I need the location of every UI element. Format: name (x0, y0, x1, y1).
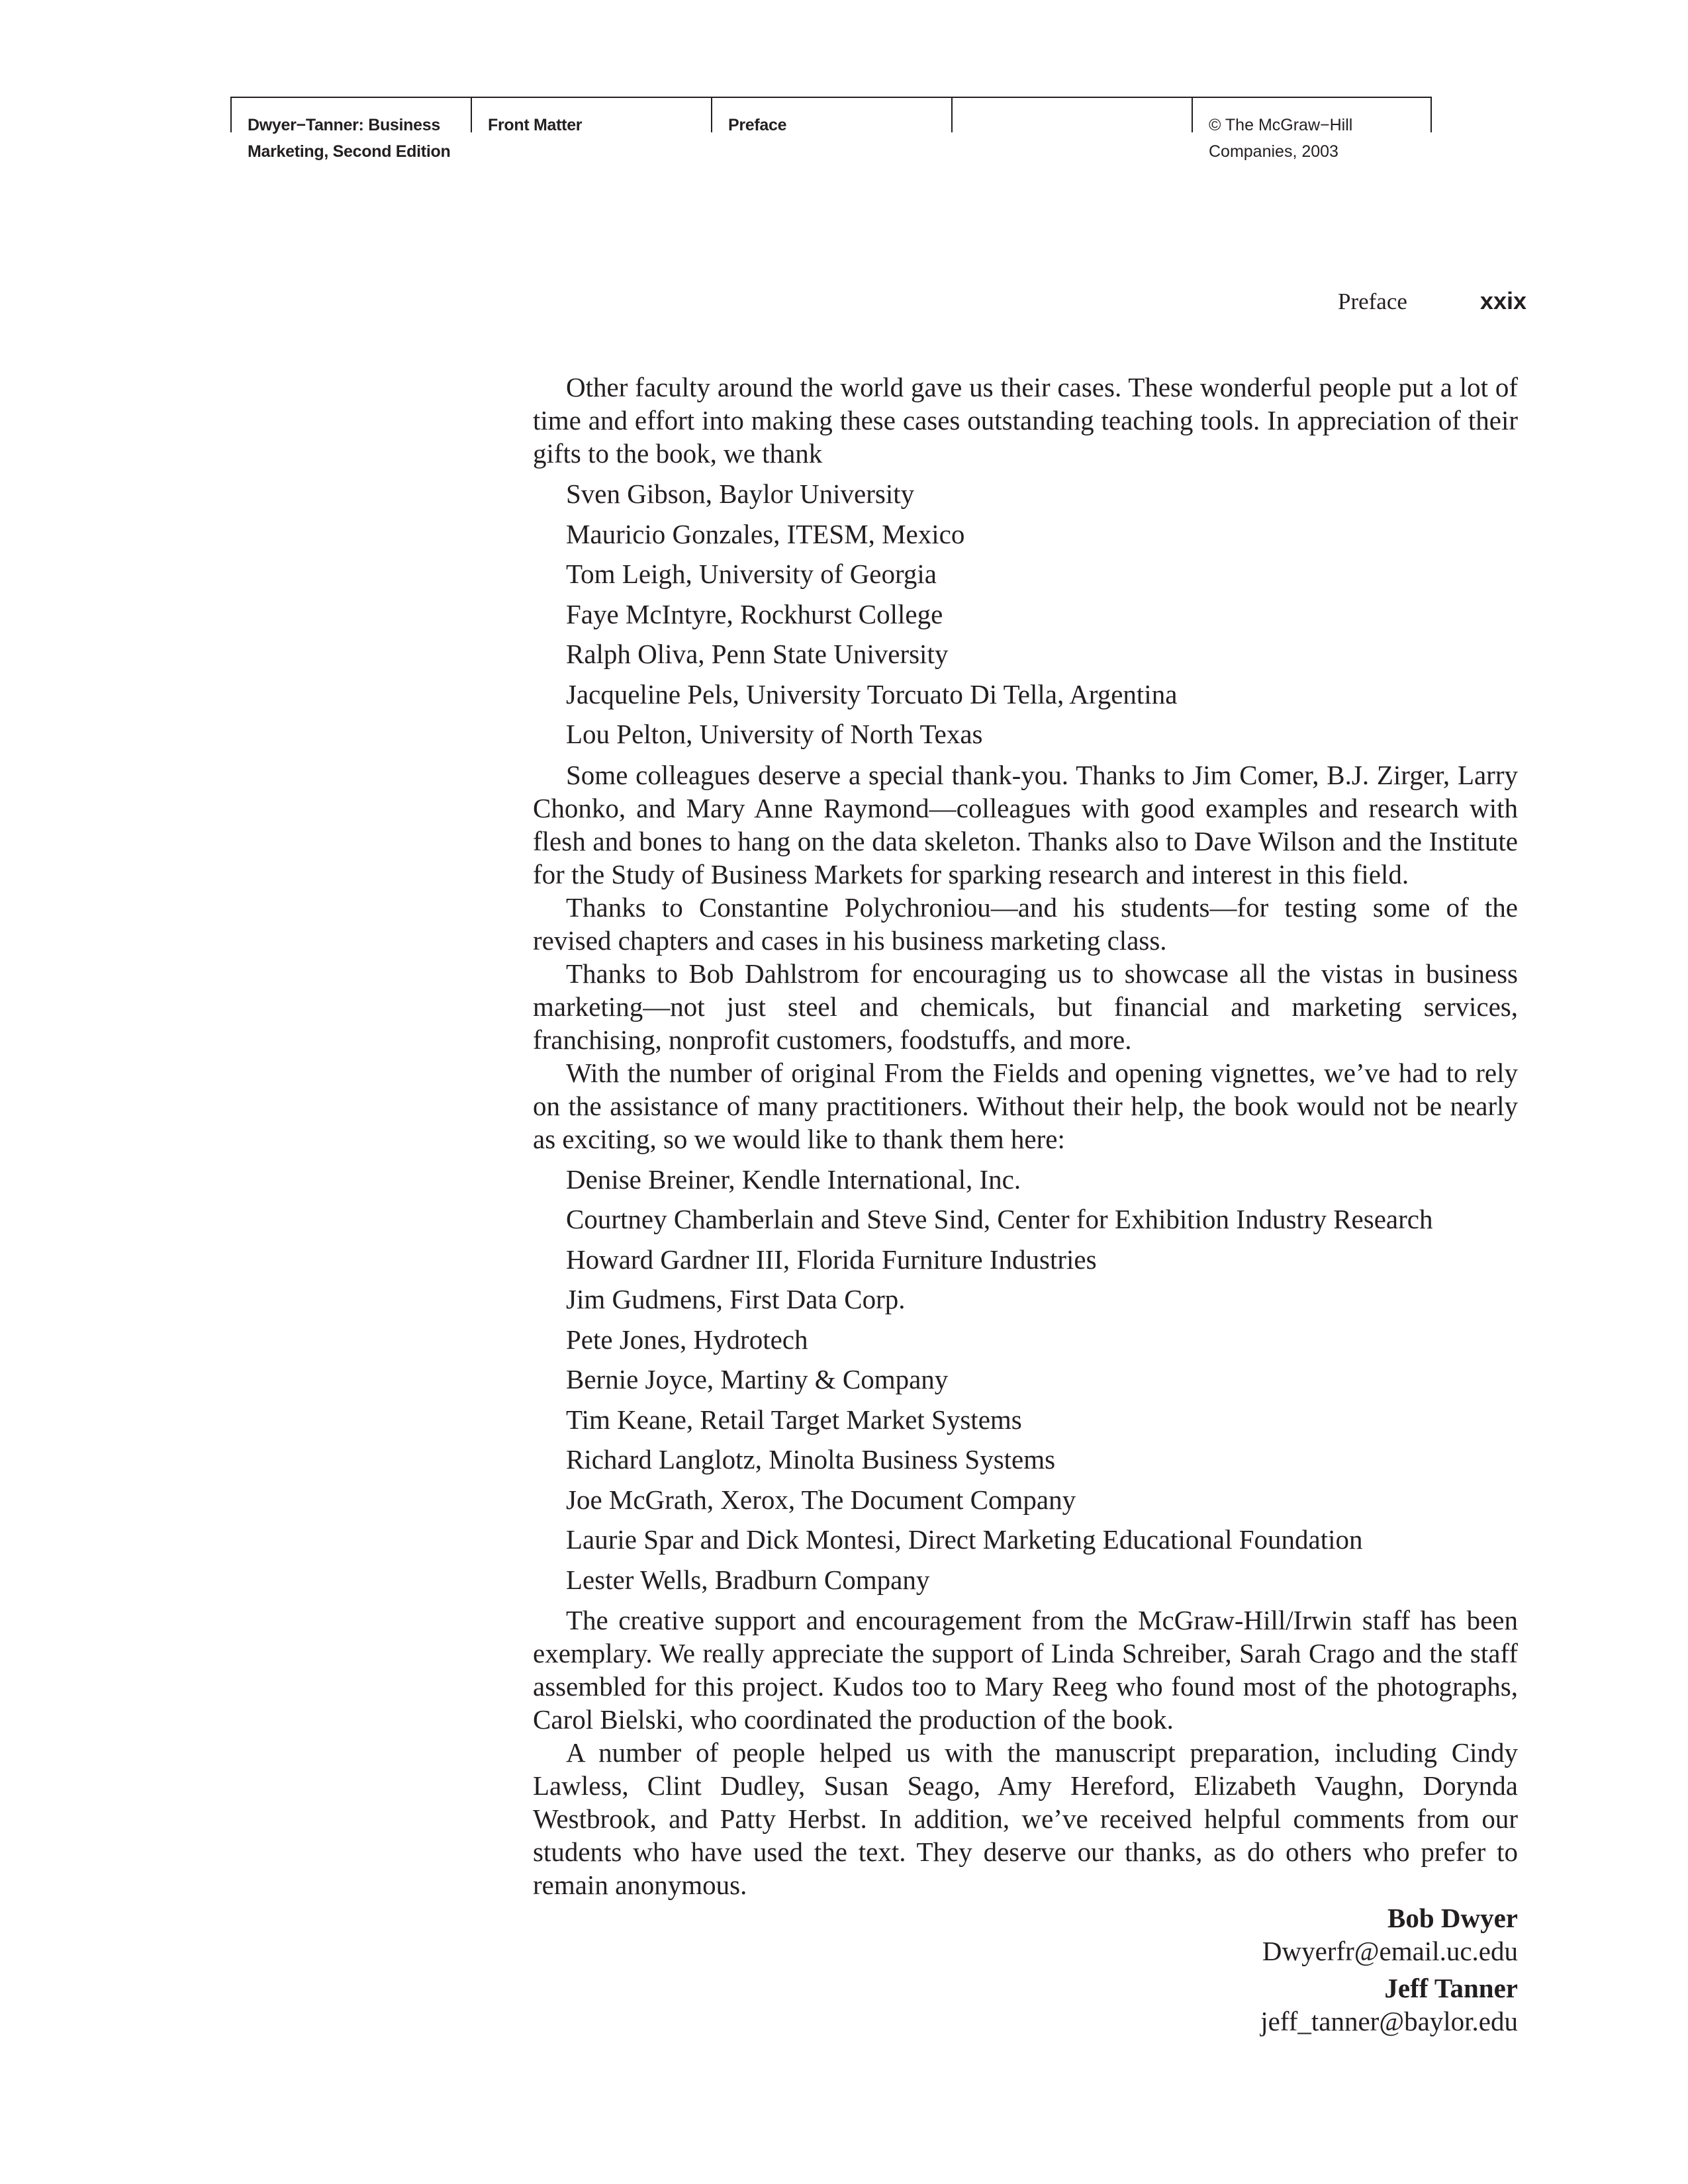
list-item: Tim Keane, Retail Target Market Systems (566, 1404, 1022, 1435)
header-cell-copyright (1192, 98, 1432, 161)
running-head-section: Preface (1338, 289, 1407, 314)
list-item: Jacqueline Pels, University Torcuato Di Tella, Argentina (566, 678, 1178, 709)
list-item: Ralph Oliva, Penn State University (566, 639, 949, 669)
list-item: Pete Jones, Hydrotech (566, 1324, 808, 1355)
list-item: Joe McGrath, Xerox, The Document Company (566, 1484, 1076, 1515)
header-book-line-2: Marketing, Second Edition (248, 142, 451, 161)
paragraph: With the number of original From the Fields and opening vignettes, we’ve had to rely on the assistance of many practitioners. Without their help, the book would not be nearly as exciting, so we would like to thank them here: (533, 1057, 1518, 1154)
list-item: Laurie Spar and Dick Montesi, Direct Marketing Educational Foundation (566, 1524, 1363, 1555)
preface-body (533, 371, 1518, 2038)
header-cell-book (230, 98, 471, 161)
list-item: Sven Gibson, Baylor University (566, 478, 915, 509)
author-email: jeff_tanner@baylor.edu (1260, 2006, 1518, 2036)
paragraph: The creative support and encouragement from the McGraw-Hill/Irwin staff has been exemplary. We really appreciate the support of Linda Schreiber, Sarah Crago and the staff assembled for this project. Kudos too to Mary Reeg who found most of the photographs, Carol Bielski, who coordinated the production of the book. (533, 1605, 1518, 1735)
header-cell-empty (951, 98, 1192, 132)
list-item: Jim Gudmens, First Data Corp. (566, 1284, 906, 1314)
signature-author-1 (533, 1901, 1518, 1968)
author-email: Dwyerfr@email.uc.edu (1262, 1936, 1518, 1966)
page-number: xxix (1479, 287, 1526, 314)
header-cell-part (471, 98, 711, 132)
page-header (230, 97, 1432, 161)
paragraph: Thanks to Constantine Polychroniou—and his students—for testing some of the revised chapters and cases in his business marketing class. (533, 891, 1518, 956)
paragraph: Other faculty around the world gave us their cases. These wonderful people put a lot of time and effort into making these cases outstanding teaching tools. In appreciation of their gifts to the book, we thank (533, 372, 1518, 469)
list-item: Mauricio Gonzales, ITESM, Mexico (566, 518, 965, 549)
list-item: Lester Wells, Bradburn Company (566, 1564, 930, 1595)
author-name: Bob Dwyer (1387, 1903, 1518, 1933)
header-copyright-line-2: Companies, 2003 (1209, 142, 1338, 161)
list-item: Howard Gardner III, Florida Furniture Industries (566, 1244, 1097, 1275)
header-copyright-line-1: © The McGraw−Hill (1209, 116, 1353, 134)
list-item: Denise Breiner, Kendle International, Inc. (566, 1163, 1021, 1195)
paragraph: Some colleagues deserve a special thank-you. Thanks to Jim Comer, B.J. Zirger, Larry Chonko, and Mary Anne Raymond—colleagues with good examples and research with flesh and bones to hang on the data skeleton. Thanks also to Dave Wilson and the Institute for the Study of Business Markets for sparking research and interest in this field. (533, 759, 1518, 889)
header-cell-chapter (711, 98, 951, 132)
list-item: Richard Langlotz, Minolta Business Systems (566, 1444, 1056, 1475)
header-part-label: Front Matter (488, 116, 583, 134)
author-name: Jeff Tanner (1384, 1973, 1518, 2003)
case-contributors-list (533, 474, 1518, 754)
list-item: Faye McIntyre, Rockhurst College (566, 598, 943, 629)
list-item: Tom Leigh, University of Georgia (566, 559, 937, 589)
header-book-line-1: Dwyer−Tanner: Business (248, 116, 440, 134)
list-item: Lou Pelton, University of North Texas (566, 719, 983, 749)
header-chapter-label: Preface (728, 116, 787, 134)
practitioners-list (533, 1160, 1518, 1600)
paragraph: A number of people helped us with the manuscript preparation, including Cindy Lawless, Clint Dudley, Susan Seago, Amy Hereford, Elizabeth Vaughn, Dorynda Westbrook, and Patty Herbst. In addition, we’ve received helpful comments from our students who have used the text. They deserve our thanks, as do others who prefer to remain anonymous. (533, 1737, 1518, 1900)
list-item: Courtney Chamberlain and Steve Sind, Center for Exhibition Industry Research (566, 1204, 1433, 1234)
list-item: Bernie Joyce, Martiny & Company (566, 1364, 949, 1394)
running-head (1338, 283, 1526, 320)
signature-author-2 (533, 1972, 1518, 2038)
paragraph: Thanks to Bob Dahlstrom for encouraging us to showcase all the vistas in business marketing—not just steel and chemicals, but financial and marketing services, franchising, nonprofit customers, foodstuffs, and more. (533, 958, 1518, 1055)
